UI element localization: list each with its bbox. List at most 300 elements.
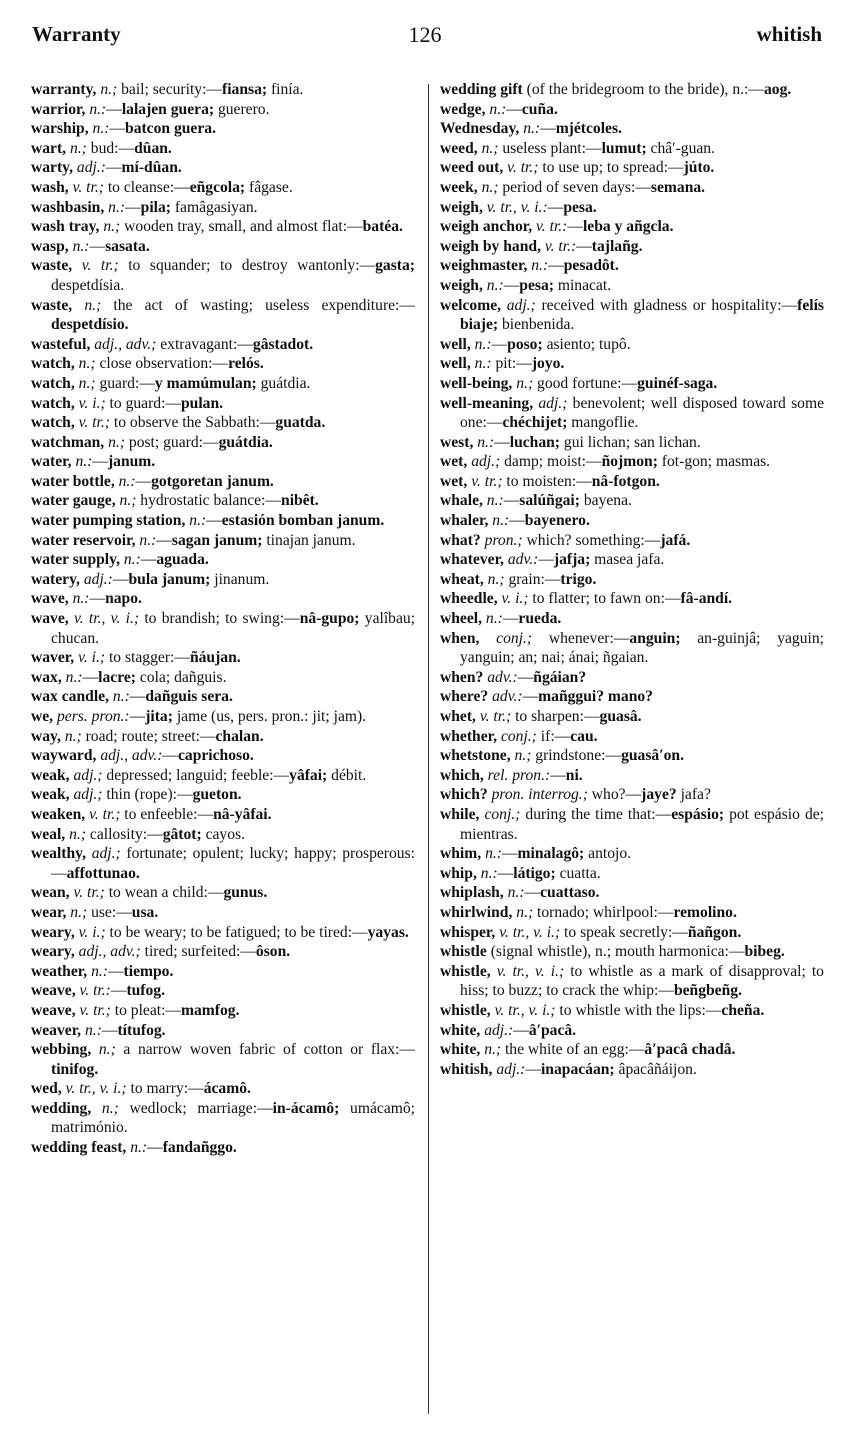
definition: — bbox=[109, 120, 126, 138]
part-of-speech: adj.: bbox=[76, 159, 106, 177]
translation: tinifog. bbox=[51, 1060, 99, 1078]
headword: watch, bbox=[31, 414, 75, 432]
definition: — bbox=[125, 198, 141, 216]
headword: wean, bbox=[31, 884, 70, 902]
translation-variants: cayos. bbox=[201, 825, 245, 843]
translation: batéa. bbox=[362, 218, 403, 236]
part-of-speech: pron. interrog.; bbox=[491, 786, 588, 804]
definition: road; route; street:— bbox=[81, 727, 216, 745]
dictionary-entry bbox=[440, 962, 824, 1001]
dictionary-entry bbox=[31, 883, 415, 903]
translation: pesa; bbox=[519, 276, 554, 294]
translation: lalajen guera; bbox=[121, 100, 215, 118]
translation-variants: bayena. bbox=[579, 492, 632, 510]
definition: post; guard:— bbox=[125, 433, 219, 451]
dictionary-entry bbox=[440, 550, 824, 570]
translation: fâ-andí. bbox=[680, 590, 733, 608]
headword: wet, bbox=[440, 472, 468, 490]
part-of-speech: v. tr., v. i.; bbox=[73, 610, 140, 628]
definition: received with gladness or hospitality:— bbox=[535, 296, 798, 314]
headword: white, bbox=[440, 1021, 481, 1039]
definition: to marry:— bbox=[126, 1080, 204, 1098]
definition: — bbox=[524, 884, 541, 902]
headword: well, bbox=[440, 335, 471, 353]
headword: watchman, bbox=[31, 433, 105, 451]
headword: whet, bbox=[440, 708, 476, 725]
part-of-speech: n.; bbox=[98, 1041, 116, 1059]
definition: to speak secretly:— bbox=[560, 923, 688, 941]
dictionary-entry bbox=[440, 903, 824, 923]
headword: whitish, bbox=[440, 1060, 493, 1078]
translation: nâ-fotgon. bbox=[591, 472, 660, 490]
definition: — bbox=[82, 668, 99, 686]
part-of-speech: adv.: bbox=[507, 551, 539, 569]
headword: weigh anchor, bbox=[440, 218, 533, 236]
dictionary-entry bbox=[440, 668, 824, 688]
translation: bibeg. bbox=[744, 943, 785, 961]
definition: — bbox=[502, 610, 519, 628]
headword: waste, bbox=[31, 296, 73, 314]
translation: aog. bbox=[763, 81, 792, 98]
translation: anguin; bbox=[629, 629, 681, 647]
dictionary-entry bbox=[31, 825, 415, 845]
dictionary-entry bbox=[31, 394, 415, 414]
column-divider bbox=[428, 84, 429, 1414]
translation: y mamúmulan; bbox=[154, 374, 257, 392]
translation-variants: finía. bbox=[267, 81, 304, 98]
definition: — bbox=[494, 433, 510, 451]
part-of-speech: n.: bbox=[85, 1021, 102, 1039]
right-column bbox=[440, 80, 824, 1079]
dictionary-entry bbox=[440, 511, 824, 531]
dictionary-entry bbox=[440, 707, 824, 727]
part-of-speech: n.: bbox=[130, 1139, 148, 1157]
definition: if:— bbox=[536, 727, 571, 745]
part-of-speech: n.: bbox=[485, 610, 503, 628]
translation-variants: umácamô; matrimónio. bbox=[51, 1099, 415, 1137]
dictionary-entry bbox=[31, 452, 415, 472]
part-of-speech: n.: bbox=[480, 864, 498, 882]
definition: fortunate; opulent; lucky; happy; prosperous:— bbox=[51, 845, 415, 882]
headword: while, bbox=[440, 805, 480, 823]
guide-word-left: Warranty bbox=[32, 22, 121, 46]
dictionary-entry bbox=[31, 609, 415, 648]
definition: — bbox=[135, 472, 152, 490]
headword: wart, bbox=[31, 139, 67, 157]
translation: mañggui? mano? bbox=[538, 688, 653, 706]
dictionary-entry bbox=[31, 903, 415, 923]
dictionary-entry bbox=[31, 1001, 415, 1021]
translation: tajlañg. bbox=[591, 237, 643, 255]
headword: weaken, bbox=[31, 805, 86, 823]
translation: guatda. bbox=[275, 414, 326, 432]
dictionary-entry bbox=[31, 256, 415, 295]
dictionary-entry bbox=[31, 668, 415, 688]
headword: wedding gift bbox=[440, 81, 523, 98]
translation: affottunao. bbox=[66, 864, 140, 882]
part-of-speech: n.; bbox=[516, 374, 534, 392]
part-of-speech: v. tr.; bbox=[73, 884, 105, 902]
part-of-speech: adj.; bbox=[73, 766, 103, 784]
translation: ni. bbox=[565, 766, 583, 784]
translation: sagan janum; bbox=[171, 531, 263, 549]
part-of-speech: v. tr., v. i.; bbox=[499, 923, 561, 941]
dictionary-entry bbox=[31, 531, 415, 551]
part-of-speech: v. i.; bbox=[501, 590, 529, 608]
part-of-speech: adj.; bbox=[506, 296, 536, 314]
translation: semana. bbox=[650, 178, 706, 196]
part-of-speech: n.: bbox=[531, 257, 549, 275]
translation: sasata. bbox=[105, 237, 150, 255]
definition: pit:— bbox=[491, 355, 532, 373]
translation: jaye? bbox=[641, 786, 677, 804]
part-of-speech: n.; bbox=[108, 433, 125, 451]
translation: pulan. bbox=[181, 394, 224, 412]
headword: wax, bbox=[31, 668, 62, 686]
translation: inapacáan; bbox=[540, 1060, 615, 1078]
headword: water bottle, bbox=[31, 472, 115, 490]
dictionary-entry bbox=[440, 1021, 824, 1041]
part-of-speech: adv.: bbox=[487, 668, 518, 686]
part-of-speech: n.; bbox=[84, 296, 102, 314]
part-of-speech: n.; bbox=[70, 903, 88, 921]
dictionary-entry bbox=[440, 374, 824, 394]
definition: — bbox=[501, 845, 518, 863]
translation: tiempo. bbox=[123, 962, 174, 980]
part-of-speech: v. tr.; bbox=[72, 178, 104, 196]
definition: to brandish; to swing:— bbox=[139, 610, 300, 628]
dictionary-entry bbox=[31, 570, 415, 590]
definition: — bbox=[112, 570, 129, 588]
dictionary-entry bbox=[31, 472, 415, 492]
dictionary-entry bbox=[440, 276, 824, 296]
dictionary-entry bbox=[31, 766, 415, 786]
definition: to cleanse:— bbox=[103, 178, 190, 196]
translation-variants: tinajan janum. bbox=[262, 531, 356, 549]
dictionary-entry bbox=[31, 237, 415, 257]
definition: useless plant:— bbox=[498, 139, 602, 157]
dictionary-entry bbox=[440, 452, 824, 472]
dictionary-entry bbox=[440, 1001, 824, 1021]
translation: despetdísio. bbox=[51, 316, 129, 334]
headword: wear, bbox=[31, 903, 67, 921]
headword: whistle, bbox=[440, 962, 491, 980]
headword: weal, bbox=[31, 825, 66, 843]
headword: weary, bbox=[31, 943, 75, 961]
translation: gueton. bbox=[192, 786, 242, 804]
translation: gâstadot. bbox=[252, 335, 314, 353]
headword: weather, bbox=[31, 962, 88, 980]
dictionary-entry bbox=[31, 923, 415, 943]
translation: mjétcoles. bbox=[555, 120, 622, 138]
headword: waver, bbox=[31, 649, 75, 667]
translation-variants: âpacâñáijon. bbox=[614, 1060, 697, 1078]
dictionary-entry bbox=[440, 1040, 824, 1060]
dictionary-entry bbox=[31, 198, 415, 218]
headword: warrior, bbox=[31, 100, 86, 118]
translation: espásio; bbox=[671, 805, 725, 823]
headword: whim, bbox=[440, 845, 482, 863]
part-of-speech: adj.; bbox=[91, 845, 121, 863]
definition: — bbox=[540, 120, 556, 138]
definition: (signal whistle), n.; mouth harmonica:— bbox=[490, 943, 745, 961]
translation-variants: mangoflie. bbox=[567, 414, 639, 432]
part-of-speech: v. tr., v. i.: bbox=[486, 198, 548, 216]
definition: to pleat:— bbox=[110, 1001, 182, 1019]
dictionary-entry bbox=[440, 335, 824, 355]
definition: — bbox=[548, 257, 564, 275]
definition: — bbox=[506, 100, 522, 118]
headword: whatever, bbox=[440, 551, 504, 569]
headword: wheedle, bbox=[440, 590, 498, 608]
part-of-speech: n.: bbox=[523, 120, 541, 138]
headword: well-meaning, bbox=[440, 394, 534, 412]
definition: — bbox=[547, 198, 564, 216]
translation: felís biaje; bbox=[460, 296, 824, 334]
translation: minalagô; bbox=[517, 845, 585, 863]
definition: benevolent; well disposed toward some one:— bbox=[460, 394, 824, 432]
translation-variants: guátdia. bbox=[256, 374, 311, 392]
translation: chalan. bbox=[215, 727, 264, 745]
definition: — bbox=[503, 276, 520, 294]
dictionary-entry bbox=[31, 100, 415, 120]
translation: ôson. bbox=[255, 943, 291, 961]
dictionary-entry bbox=[440, 923, 824, 943]
translation: dûan. bbox=[134, 139, 172, 157]
headword: weed, bbox=[440, 139, 478, 157]
translation: tufog. bbox=[126, 982, 165, 1000]
part-of-speech: v. i.; bbox=[78, 923, 106, 941]
dictionary-entry bbox=[440, 256, 824, 276]
dictionary-entry bbox=[31, 550, 415, 570]
definition: wooden tray, small, and almost flat:— bbox=[120, 218, 363, 236]
translation: cuña. bbox=[521, 100, 558, 118]
dictionary-entry bbox=[31, 296, 415, 335]
dictionary-entry bbox=[440, 472, 824, 492]
part-of-speech: conj.; bbox=[500, 727, 537, 745]
headword: wasp, bbox=[31, 237, 69, 255]
part-of-speech: n.; bbox=[64, 727, 82, 745]
translation-variants: minacat. bbox=[553, 276, 612, 294]
definition: to enfeeble:— bbox=[120, 805, 214, 823]
headword: week, bbox=[440, 178, 478, 196]
definition: depressed; languid; feeble:— bbox=[102, 766, 290, 784]
part-of-speech: n.: bbox=[507, 884, 525, 902]
translation: ñojmon; bbox=[601, 453, 658, 471]
part-of-speech: rel. pron.: bbox=[487, 766, 551, 784]
translation: mí-dûan. bbox=[121, 159, 182, 177]
dictionary-entry bbox=[31, 139, 415, 159]
translation: estasión bomban janum. bbox=[221, 512, 385, 530]
headword: wed, bbox=[31, 1080, 62, 1098]
part-of-speech: n.: bbox=[75, 453, 93, 471]
definition: — bbox=[567, 218, 583, 236]
part-of-speech: n.; bbox=[69, 825, 87, 843]
definition: — bbox=[107, 962, 124, 980]
translation-variants: cuatta. bbox=[555, 864, 601, 882]
headword: webbing, bbox=[31, 1041, 92, 1059]
definition: — bbox=[89, 590, 106, 608]
dictionary-entry bbox=[440, 844, 824, 864]
dictionary-entry bbox=[440, 296, 824, 335]
headword: well, bbox=[440, 355, 471, 373]
dictionary-entry bbox=[31, 746, 415, 766]
part-of-speech: n.: bbox=[72, 237, 90, 255]
dictionary-entry bbox=[31, 1079, 415, 1099]
translation-variants: an-guinjâ; yaguin; yanguin; an; nai; ánai; ñgaian. bbox=[460, 629, 824, 667]
headword: weed out, bbox=[440, 159, 504, 177]
translation-variants: pot espásio de; mientras. bbox=[460, 805, 824, 843]
headword: whisper, bbox=[440, 923, 496, 941]
part-of-speech: n.; bbox=[487, 570, 505, 588]
translation: pesa. bbox=[563, 198, 597, 216]
definition: tornado; whirlpool:— bbox=[533, 903, 674, 921]
headword: weave, bbox=[31, 982, 76, 1000]
definition: — bbox=[525, 1060, 541, 1078]
translation: pesadôt. bbox=[563, 257, 619, 275]
part-of-speech: n.: bbox=[118, 472, 136, 490]
part-of-speech: v. tr.; bbox=[479, 708, 512, 725]
dictionary-entry bbox=[31, 433, 415, 453]
definition: — bbox=[162, 747, 178, 765]
headword: which, bbox=[440, 766, 484, 784]
translation-variants: cola; dañguis. bbox=[135, 668, 227, 686]
translation: relós. bbox=[228, 355, 264, 373]
definition: to observe the Sabbath:— bbox=[109, 414, 276, 432]
part-of-speech: n.; bbox=[78, 374, 96, 392]
definition: bud:— bbox=[86, 139, 135, 157]
translation: ñáujan. bbox=[189, 649, 241, 667]
headword: whistle bbox=[440, 943, 487, 961]
definition: — bbox=[129, 688, 146, 706]
part-of-speech: n.: bbox=[91, 962, 108, 980]
translation: ñgáian? bbox=[533, 668, 587, 686]
dictionary-entry bbox=[31, 217, 415, 237]
translation: luchan; bbox=[509, 433, 560, 451]
headword: white, bbox=[440, 1041, 481, 1059]
translation: gasta; bbox=[375, 257, 415, 275]
headword: watery, bbox=[31, 570, 80, 588]
dictionary-entry bbox=[31, 687, 415, 707]
translation: jita; bbox=[145, 708, 173, 725]
dictionary-entry bbox=[440, 609, 824, 629]
translation-variants: châ′-guan. bbox=[646, 139, 715, 157]
dictionary-entry bbox=[31, 374, 415, 394]
part-of-speech: v. tr., v. i.; bbox=[65, 1080, 127, 1098]
dictionary-entry bbox=[440, 570, 824, 590]
part-of-speech: n.: bbox=[189, 512, 207, 530]
dictionary-entry bbox=[31, 413, 415, 433]
headword: whiplash, bbox=[440, 884, 504, 902]
definition: the white of an egg:— bbox=[501, 1041, 645, 1059]
translation: jafja; bbox=[553, 551, 591, 569]
part-of-speech: adj.: bbox=[83, 570, 113, 588]
headword: wealthy, bbox=[31, 845, 87, 863]
dictionary-entry bbox=[31, 844, 415, 883]
translation: fiansa; bbox=[222, 81, 268, 98]
headword: watch, bbox=[31, 374, 75, 392]
definition: close observation:— bbox=[95, 355, 229, 373]
headword: whale, bbox=[440, 492, 483, 510]
headword: wash, bbox=[31, 178, 69, 196]
part-of-speech: adj.: bbox=[484, 1021, 514, 1039]
headword: when, bbox=[440, 629, 480, 647]
translation: yâfai; bbox=[289, 766, 328, 784]
definition: bail; security:— bbox=[117, 81, 223, 98]
translation: aguada. bbox=[156, 551, 209, 569]
part-of-speech: n.: bbox=[477, 433, 495, 451]
dictionary-entry bbox=[31, 491, 415, 511]
translation-variants: bienbenida. bbox=[498, 316, 575, 334]
headword: waste, bbox=[31, 257, 73, 275]
headword: whistle, bbox=[440, 1001, 491, 1019]
definition: — bbox=[101, 1021, 118, 1039]
translation: cuattaso. bbox=[540, 884, 600, 902]
translation: guátdia. bbox=[218, 433, 273, 451]
part-of-speech: v. tr.; bbox=[89, 805, 121, 823]
dictionary-entry bbox=[31, 589, 415, 609]
translation-variants: asiento; tupô. bbox=[542, 335, 631, 353]
definition: extravagant:— bbox=[156, 335, 253, 353]
definition: — bbox=[503, 492, 520, 510]
translation: pila; bbox=[140, 198, 171, 216]
headword: weary, bbox=[31, 923, 75, 941]
part-of-speech: n.: bbox=[485, 845, 502, 863]
headword: welcome, bbox=[440, 296, 502, 314]
headword: water reservoir, bbox=[31, 531, 136, 549]
definition: to guard:— bbox=[105, 394, 181, 412]
part-of-speech: v. tr.: bbox=[544, 237, 577, 255]
translation: cau. bbox=[570, 727, 598, 745]
translation: nâ-yâfai. bbox=[213, 805, 272, 823]
translation: beñgbeñg. bbox=[673, 982, 742, 1000]
headword: well-being, bbox=[440, 374, 513, 392]
translation-variants: gui lichan; san lichan. bbox=[560, 433, 701, 451]
dictionary-entry bbox=[31, 335, 415, 355]
translation: â′pacâ. bbox=[528, 1021, 577, 1039]
headword: weave, bbox=[31, 1001, 76, 1019]
headword: wedding, bbox=[31, 1099, 92, 1117]
translation: cheña. bbox=[721, 1001, 765, 1019]
translation: nâ-gupo; bbox=[299, 610, 360, 628]
part-of-speech: adj.; bbox=[538, 394, 568, 412]
part-of-speech: n.: bbox=[72, 590, 90, 608]
headword: wave, bbox=[31, 610, 69, 628]
dictionary-entry bbox=[440, 237, 824, 257]
definition: to flatter; to fawn on:— bbox=[528, 590, 681, 608]
translation: gotgoretan janum. bbox=[151, 472, 274, 490]
translation: poso; bbox=[507, 335, 543, 353]
dictionary-entry bbox=[440, 766, 824, 786]
translation: guasâ. bbox=[599, 708, 642, 725]
definition: — bbox=[105, 159, 122, 177]
part-of-speech: n.: bbox=[65, 668, 83, 686]
headword: what? bbox=[440, 531, 481, 549]
translation: in-ácamô; bbox=[272, 1099, 340, 1117]
definition: to moisten:— bbox=[502, 472, 592, 490]
dictionary-entry bbox=[440, 531, 824, 551]
headword: way, bbox=[31, 727, 61, 745]
dictionary-entry bbox=[31, 981, 415, 1001]
headword: wet, bbox=[440, 453, 468, 471]
dictionary-entry bbox=[440, 942, 824, 962]
definition: tired; surfeited:— bbox=[140, 943, 256, 961]
definition: which? something:— bbox=[522, 531, 661, 549]
definition: — bbox=[576, 237, 592, 255]
headword: water pumping station, bbox=[31, 512, 186, 530]
definition: to stagger:— bbox=[105, 649, 190, 667]
definition: period of seven days:— bbox=[498, 178, 651, 196]
